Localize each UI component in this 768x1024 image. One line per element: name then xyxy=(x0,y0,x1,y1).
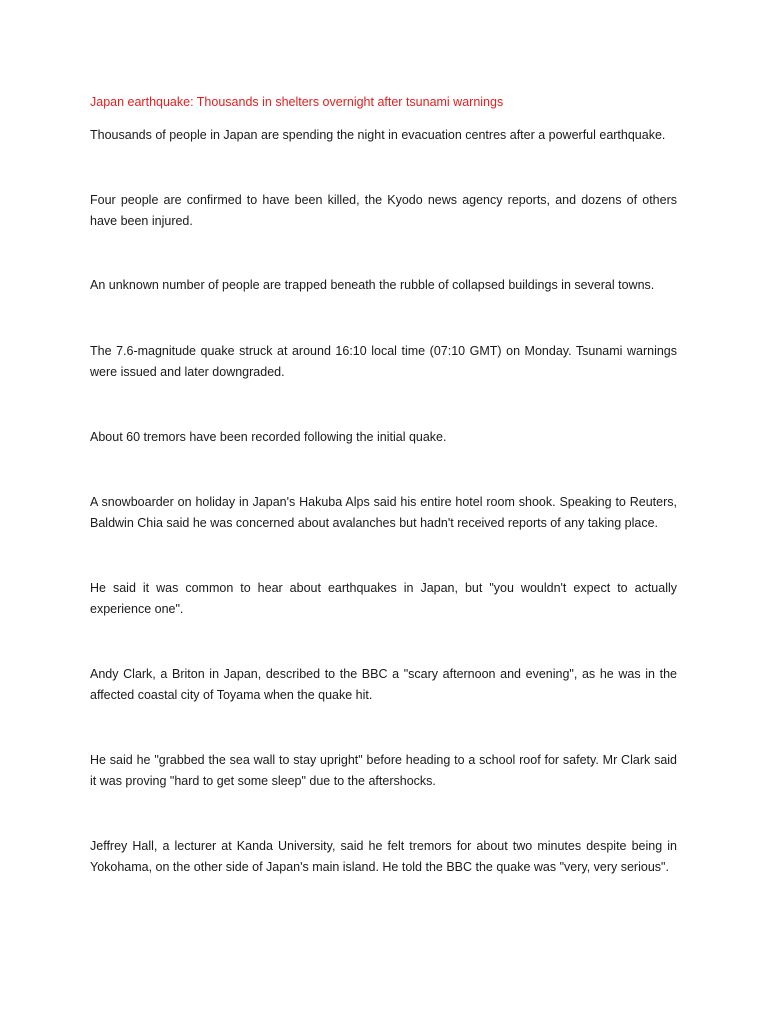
article-headline: Japan earthquake: Thousands in shelters overnight after tsunami warnings xyxy=(90,95,504,109)
article-paragraph-1: Thousands of people in Japan are spending the night in evacuation centres after a powerful earthquake. xyxy=(90,128,666,142)
article-paragraph-4: The 7.6-magnitude quake struck at around 16:10 local time (07:10 GMT) on Monday. Tsunami warnings were issued and later downgraded. xyxy=(90,344,677,379)
article-paragraph-3: An unknown number of people are trapped beneath the rubble of collapsed buildings in several towns. xyxy=(90,278,655,292)
article-paragraph-5: About 60 tremors have been recorded following the initial quake. xyxy=(90,430,447,444)
article-paragraph-7: He said it was common to hear about earthquakes in Japan, but "you wouldn't expect to actually experience one". xyxy=(90,581,677,616)
article-paragraph-6: A snowboarder on holiday in Japan's Hakuba Alps said his entire hotel room shook. Speaking to Reuters, Baldwin Chia said he was concerned about avalanches but hadn't received reports of any taking place. xyxy=(90,495,677,530)
article-paragraph-9: He said he "grabbed the sea wall to stay upright" before heading to a school roof for safety. Mr Clark said it was proving "hard to get some sleep" due to the aftershocks. xyxy=(90,753,677,788)
article-paragraph-2: Four people are confirmed to have been killed, the Kyodo news agency reports, and dozens of others have been injured. xyxy=(90,193,677,228)
article-paragraph-10: Jeffrey Hall, a lecturer at Kanda University, said he felt tremors for about two minutes despite being in Yokohama, on the other side of Japan's main island. He told the BBC the quake was "very, very serious". xyxy=(90,839,677,874)
article-paragraph-8: Andy Clark, a Briton in Japan, described to the BBC a "scary afternoon and evening", as he was in the affected coastal city of Toyama when the quake hit. xyxy=(90,667,677,702)
